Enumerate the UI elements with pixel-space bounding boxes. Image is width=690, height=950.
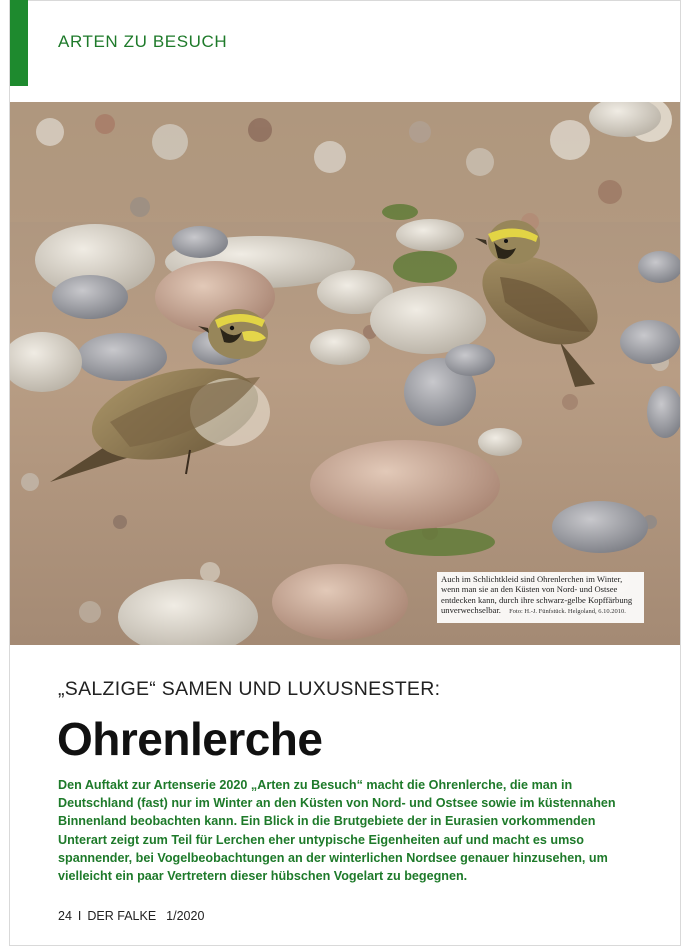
magazine-name: DER FALKE <box>87 909 157 923</box>
photo-caption <box>437 572 644 623</box>
article-title: Ohrenlerche <box>57 713 323 765</box>
article-subtitle: „SALZIGE“ SAMEN UND LUXUSNESTER: <box>58 678 441 700</box>
footer-separator: I <box>77 909 82 923</box>
section-label: ARTEN ZU BESUCH <box>58 32 228 51</box>
section-color-tab <box>10 0 28 86</box>
issue-number: 1/2020 <box>166 909 205 923</box>
page-footer <box>58 909 204 923</box>
photo-credit: Foto: H.-J. Fünfstück. Helgoland, 6.10.2010. <box>509 607 626 615</box>
article-lead: Den Auftakt zur Artenserie 2020 „Arten zu Besuch“ macht die Ohrenlerche, die man in Deutschland (fast) nur im Winter an den Küsten von Nord- und Ostsee sowie im küstennahen Binnenland beobachten kann. Ein Blick in die Brutgebiete der in Eurasien vorkommenden Unterart zeigt zum Teil für Lerchen eher untypische Eigenheiten auf und macht es umso spannender, bei Vogelbeobachtungen an der winterlichen Nordsee genauer hinzusehen, um vielleicht ein paar Vertretern dieser hübschen Vogelart zu begegnen. <box>58 778 616 884</box>
photo-illustration <box>10 102 680 645</box>
photo-horned-larks <box>10 102 680 645</box>
page-number: 24 <box>58 909 72 923</box>
caption-text: Auch im Schlichtkleid sind Ohrenlerchen im Winter, wenn man sie an den Küsten von Nord- und Ostsee entdecken kann, durch ihre schwarz-gelbe Kopffärbung unverwechselbar. <box>441 574 633 615</box>
